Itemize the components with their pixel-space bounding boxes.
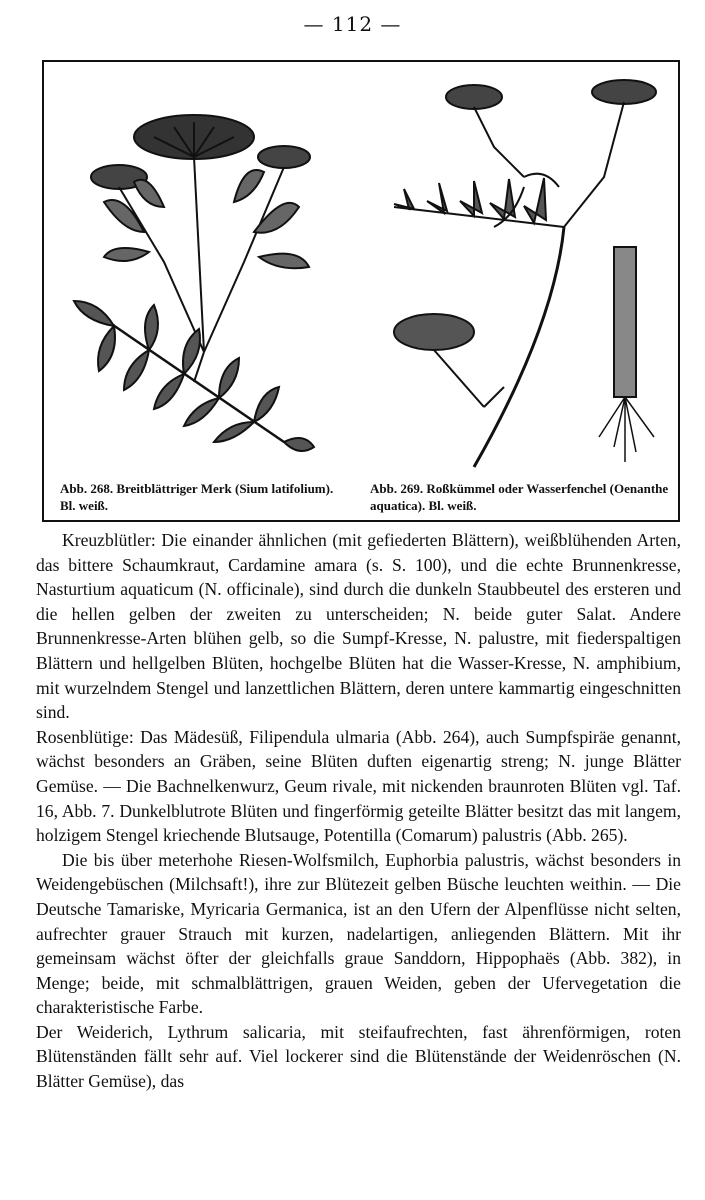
figure-269-caption: Abb. 269. Roßkümmel oder Wasserfenchel (Oenanthe aquatica). Bl. weiß.: [370, 481, 669, 513]
oenanthe-aquatica-illustration: [374, 67, 674, 472]
paragraph-weiderich: Der Weiderich, Lythrum salicaria, mit steifaufrechten, fast ährenförmigen, roten Blütenständen fällt sehr auf. Viel lockerer sind die Blütenstände der Weidenröschen (N. Blätter Gemüse), das: [36, 1021, 681, 1092]
paragraph-rosenbluetige: Rosenblütige: Das Mädesüß, Filipendula ulmaria (Abb. 264), auch Sumpfspiräe genannt, wächst besonders an Gräben, seine Blüten duften eigenartig streng; N. junge Blätter Gemüse. — Die Bachnelkenwurz, Geum rivale, mit nickenden braunroten Blüten vgl. Taf. 16, Abb. 7. Dunkelblutrote Blüten und fingerförmig geteilte Blätter besitzt das mit langem, holzigem Stengel kriechende Blutsauge, Potentilla (Comarum) palustris (Abb. 265).: [36, 726, 681, 846]
figure-box: [42, 60, 680, 522]
paragraph-kreuzbluetler: Kreuzblütler: Die einander ähnlichen (mit gefiederten Blättern), weißblühenden Arten, das bittere Schaumkraut, Cardamine amara (s. S. 100), und die echte Brunnenkresse, Nasturtium aquaticum (N. officinale), sind durch die dunkeln Staubbeutel des ersteren und die hellen gelben der zweiten zu unterscheiden; N. beide guter Salat. Andere Brunnenkresse-Arten blühen gelb, so die Sumpf-Kresse, N. palustre, mit fiederspaltigen Blättern und hellgelben Blüten, hochgelbe Blüten hat die Wasser-Kresse, N. amphibium, mit wurzelndem Stengel und lanzettlichen Blättern, deren untere kammartig eingeschnitten sind.: [36, 530, 681, 723]
figure-268-caption: Abb. 268. Breitblättriger Merk (Sium latifolium). Bl. weiß.: [60, 481, 334, 513]
page-number: — 112 —: [303, 12, 402, 36]
sium-latifolium-illustration: [54, 82, 354, 472]
paragraph-riesen-wolfsmilch: Die bis über meterhohe Riesen-Wolfsmilch, Euphorbia palustris, wächst besonders in Weidengebüschen (Milchsaft!), ihre zur Blütezeit gelben Büsche leuchten weithin. — Die Deutsche Tamariske, Myricaria Germanica, ist an den Ufern der Alpenflüsse nicht selten, aufrechter grauer Strauch mit kurzen, nadelartigen, anliegenden Blättern. Mit ihr gemeinsam wächst öfter der gleichfalls graue Sanddorn, Hippophaës (Abb. 382), in Menge; beide, mit schmalblättrigen, grauen Weiden, geben der Ufervegetation die charakteristische Farbe.: [36, 849, 681, 1018]
body-text: [36, 528, 681, 1094]
